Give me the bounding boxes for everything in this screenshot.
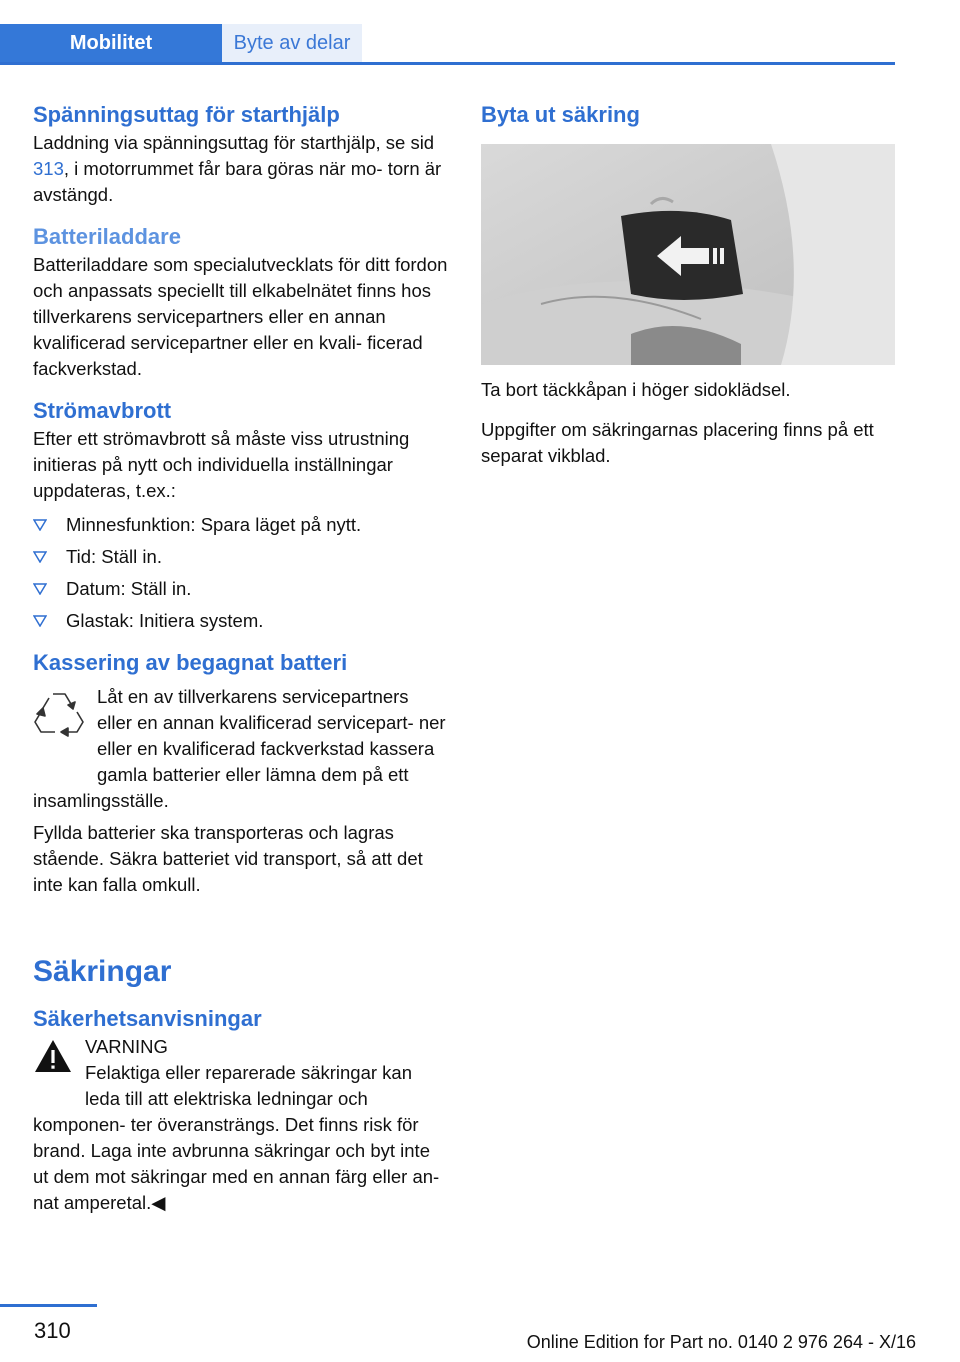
tab-byte-av-delar[interactable]: Byte av delar bbox=[222, 24, 362, 62]
text-part: , i motorrummet får bara göras när mo‐ torn är avstängd. bbox=[33, 158, 442, 205]
heading-byta-ut-sakring: Byta ut säkring bbox=[481, 102, 640, 127]
heading-stromavbrott: Strömavbrott bbox=[33, 398, 172, 423]
paragraph-uppgifter: Uppgifter om säkringarnas placering finns på ett separat vikblad. bbox=[481, 419, 874, 466]
right-column bbox=[481, 100, 895, 469]
heading-spanningsuttag: Spänningsuttag för starthjälp bbox=[33, 102, 340, 127]
page-link-313[interactable]: 313 bbox=[33, 158, 64, 179]
footer-rule bbox=[0, 1304, 97, 1307]
paragraph-kassering: Låt en av tillverkarens servicepartners eller en annan kvalificerad servicepart‐ ner eller en kvalificerad fackverkstad kassera gamla batterier eller lämna dem på ett insamlingsställe. bbox=[33, 686, 446, 811]
paragraph-ta-bort: Ta bort täckkåpan i höger sidoklädsel. bbox=[481, 379, 791, 400]
warning-label: VARNING bbox=[85, 1036, 168, 1057]
heading-kassering: Kassering av begagnat batteri bbox=[33, 650, 348, 675]
recycle-icon bbox=[33, 684, 97, 768]
list-triangle-icon bbox=[33, 576, 66, 602]
paragraph-varning: Felaktiga eller reparerade säkringar kan leda till att elektriska ledningar och komponen‐ ter överansträngs. Det finns risk för brand. Laga inte avbrunna säkringar och byt inte ut dem mot säkringar med en annan färg eller an‐ nat amperetal.◀ bbox=[33, 1062, 440, 1213]
paragraph-stromavbrott: Efter ett strömavbrott så måste viss utrustning initieras på nytt och individuella inställningar uppdateras, t.ex.: bbox=[33, 428, 410, 501]
section-tabbar bbox=[0, 24, 895, 65]
heading-batteriladdare: Batteriladdare bbox=[33, 224, 181, 249]
page-number: 310 bbox=[34, 1318, 71, 1343]
paragraph-fyllda-batterier: Fyllda batterier ska transporteras och lagras stående. Säkra batteriet vid transport, så att det inte kan falla omkull. bbox=[33, 822, 423, 895]
text-part: Laddning via spänningsuttag för starthjälp, se sid bbox=[33, 132, 435, 153]
paragraph-batteriladdare: Batteriladdare som specialutvecklats för ditt fordon och anpassats speciellt till elkabelnätet finns hos tillverkarens servicepartners eller en annan kvalificerad servicepartner eller en kvali‐ ficerad fackverkstad. bbox=[33, 254, 448, 379]
list-item bbox=[33, 576, 448, 602]
fuse-cover-photo bbox=[481, 144, 895, 365]
list-item bbox=[33, 608, 448, 634]
warning-icon bbox=[33, 1034, 85, 1090]
list-triangle-icon bbox=[33, 608, 66, 634]
list-item-text: Datum: Ställ in. bbox=[66, 578, 192, 599]
list-item-text: Minnesfunktion: Spara läget på nytt. bbox=[66, 514, 362, 535]
reset-list bbox=[33, 512, 448, 634]
list-item-text: Glastak: Initiera system. bbox=[66, 610, 264, 631]
list-item bbox=[33, 544, 448, 570]
list-triangle-icon bbox=[33, 512, 66, 538]
heading-sakerhetsanvisningar: Säkerhetsanvisningar bbox=[33, 1006, 262, 1031]
edition-text: Online Edition for Part no. 0140 2 976 264 - X/16 bbox=[526, 1332, 916, 1352]
tab-mobilitet[interactable]: Mobilitet bbox=[0, 24, 222, 62]
paragraph-spanningsuttag bbox=[33, 130, 448, 208]
list-item bbox=[33, 512, 448, 538]
list-triangle-icon bbox=[33, 544, 66, 570]
left-column bbox=[33, 100, 448, 1216]
heading-sakringar: Säkringar bbox=[33, 955, 172, 988]
list-item-text: Tid: Ställ in. bbox=[66, 546, 162, 567]
